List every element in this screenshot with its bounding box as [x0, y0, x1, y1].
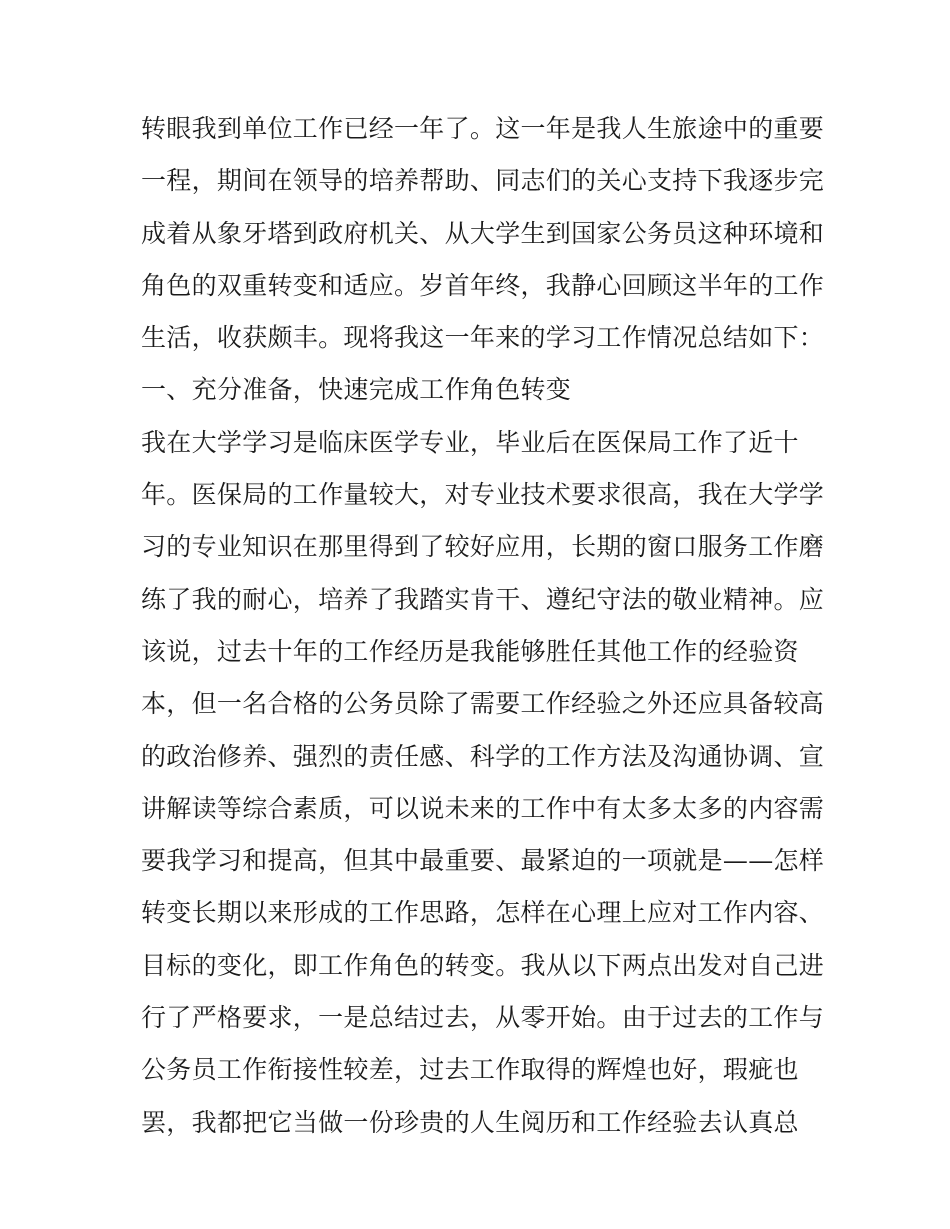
text-line-1: 转眼我到单位工作已经一年了。这一年是我人生旅途中的重要 — [141, 114, 825, 143]
text-line-4: 角色的双重转变和适应。岁首年终，我静心回顾这半年的工作 — [141, 270, 825, 300]
text-line-15: 要我学习和提高，但其中最重要、最紧迫的一项就是——怎样 — [141, 846, 825, 876]
text-line-14: 讲解读等综合素质，可以说未来的工作中有太多太多的内容需 — [141, 793, 825, 823]
text-line-3: 成着从象牙塔到政府机关、从大学生到国家公务员这种环境和 — [141, 218, 825, 248]
text-line-2: 一程，期间在领导的培养帮助、同志们的关心支持下我逐步完 — [141, 166, 825, 196]
text-line-20: 罢，我都把它当做一份珍贵的人生阅历和工作经验去认真总 — [141, 1107, 799, 1137]
section-heading: 一、充分准备，快速完成工作角色转变 — [141, 375, 572, 405]
text-line-8: 年。医保局的工作量较大，对专业技术要求很高，我在大学学 — [141, 480, 825, 510]
text-line-19: 公务员工作衔接性较差，过去工作取得的辉煌也好，瑕疵也 — [141, 1055, 799, 1085]
text-line-11: 该说，过去十年的工作经历是我能够胜任其他工作的经验资 — [141, 636, 799, 666]
text-line-13: 的政治修养、强烈的责任感、科学的工作方法及沟通协调、宣 — [141, 741, 825, 771]
text-line-10: 练了我的耐心，培养了我踏实肯干、遵纪守法的敬业精神。应 — [141, 584, 825, 614]
text-line-16: 转变长期以来形成的工作思路，怎样在心理上应对工作内容、 — [141, 898, 825, 928]
text-line-18: 行了严格要求，一是总结过去，从零开始。由于过去的工作与 — [141, 1003, 825, 1033]
body-text — [141, 103, 841, 1149]
text-line-5: 生活，收获颇丰。现将我这一年来的学习工作情况总结如下： — [141, 323, 825, 353]
text-line-7: 我在大学学习是临床医学专业，毕业后在医保局工作了近十 — [141, 427, 799, 457]
text-line-9: 习的专业知识在那里得到了较好应用，长期的窗口服务工作磨 — [141, 532, 825, 562]
text-line-17: 目标的变化，即工作角色的转变。我从以下两点出发对自己进 — [141, 950, 825, 980]
text-line-12: 本，但一名合格的公务员除了需要工作经验之外还应具备较高 — [141, 689, 825, 719]
